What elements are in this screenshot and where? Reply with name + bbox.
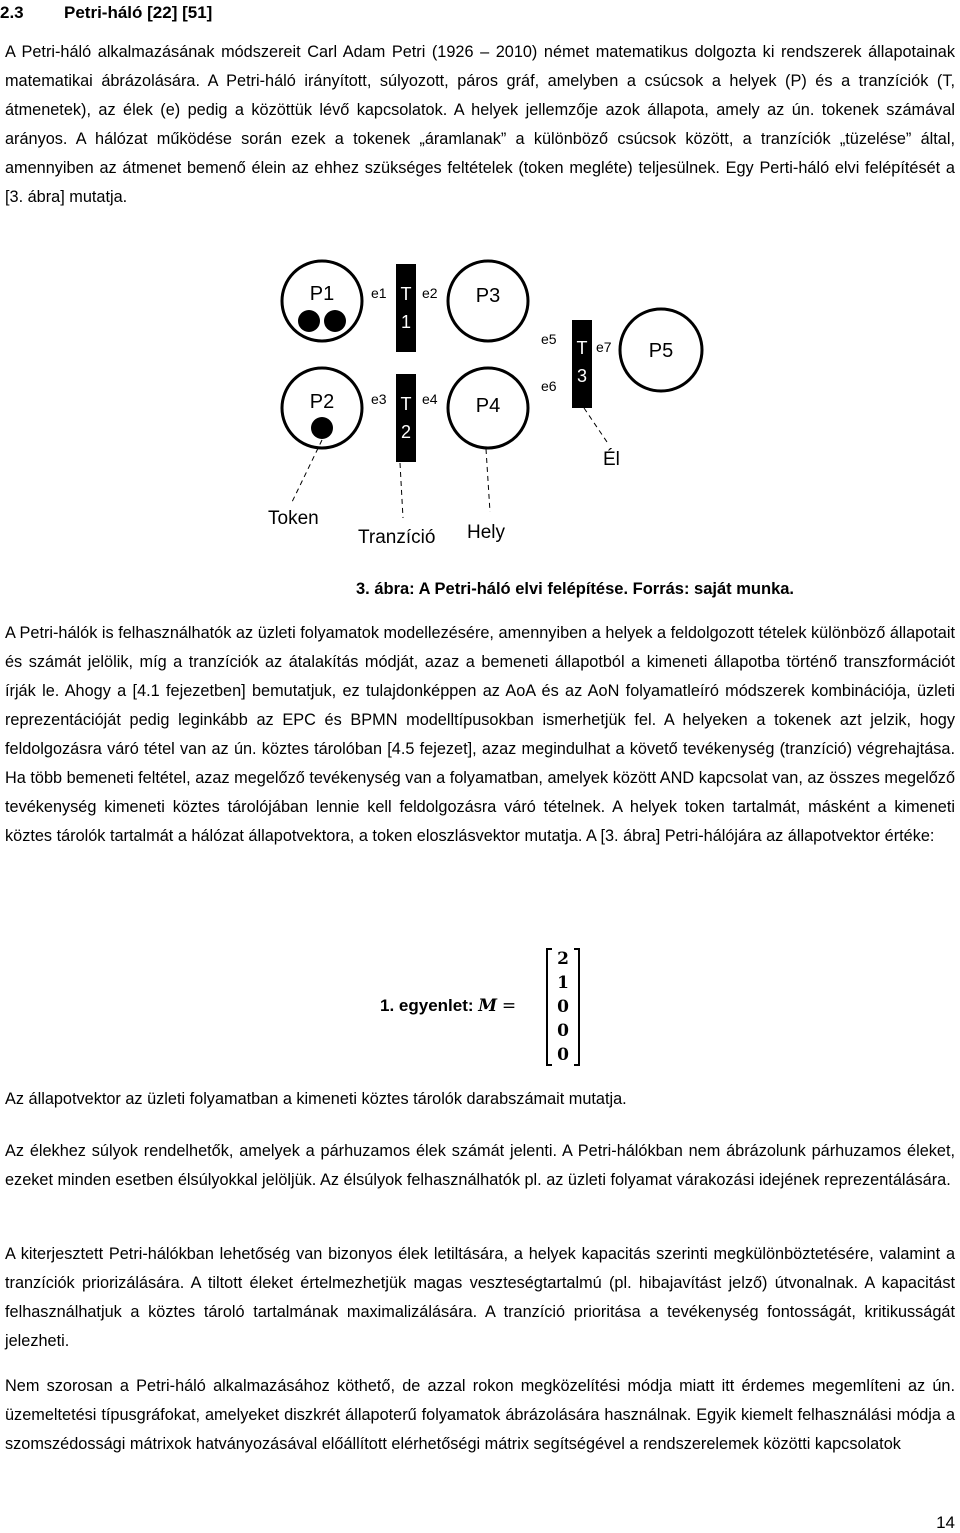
- token-dot: [324, 310, 346, 332]
- edge-label-e4: e4: [422, 391, 438, 407]
- place-p2: [282, 368, 362, 448]
- state-vector: [546, 946, 580, 1068]
- transition-t3-number: 3: [576, 366, 588, 386]
- vector-value: 0: [557, 1045, 569, 1065]
- edge-label-e3: e3: [371, 391, 387, 407]
- section-heading: [0, 2, 960, 24]
- edge-label-e5: e5: [541, 331, 557, 347]
- transition-t1-letter: T: [400, 284, 412, 304]
- vector-value: 2: [557, 949, 569, 969]
- figure-caption: 3. ábra: A Petri-háló elvi felépítése. Forrás: saját munka.: [355, 580, 794, 598]
- edge-label-e2: e2: [422, 285, 438, 301]
- page-number: 14: [936, 1513, 955, 1532]
- edge-label-e7: e7: [596, 339, 612, 355]
- edge-pointer-line: [584, 408, 607, 442]
- paragraph-edge-weights: Az élekhez súlyok rendelhetők, amelyek a párhuzamos élek számát jelenti. A Petri-hálókban nem ábrázolunk párhuzamos éleket, ezeket minden esetben élsúlyokkal jelöljük. Az élsúlyok felhasználhatók pl. az üzleti folyamat várakozási idejének reprezentálására.: [5, 1142, 955, 1189]
- annotation-token: Token: [268, 508, 319, 529]
- token-pointer-line: [292, 440, 322, 502]
- edge-label-e1: e1: [371, 285, 387, 301]
- equation: [380, 946, 600, 1072]
- annotation-transition: Tranzíció: [358, 527, 436, 548]
- section-title: Petri-háló [22] [51]: [64, 3, 213, 22]
- transition-t1: [396, 264, 416, 352]
- annotation-edge: Él: [603, 449, 620, 470]
- place-p3-label: P3: [475, 285, 501, 307]
- token-dot: [311, 417, 333, 439]
- vector-value: 0: [557, 1021, 569, 1041]
- paragraph-intro: A Petri-háló alkalmazásának módszereit Carl Adam Petri (1926 – 2010) német matematikus dolgozta ki rendszerek állapotainak matematikai ábrázolására. A Petri-háló irányított, súlyozott, páros gráf, amelyben a csúcsok a helyek (P) és a tranzíciók (T, átmenetek), az élek (e) pedig a közöttük lévő kapcsolatok. A helyek jellemzője azok állapota, amely az ún. tokenek számával arányos. A hálózat működése során ezek a tokenek „áramlanak” a különböző csúcsok között, a tranzíciók „tüzelése” által, amennyiben az átmenet bemenő élein az ehhez szükséges feltételek (token megléte) teljesülnek. Egy Perti-háló elvi felépítését a [3. ábra] mutatja.: [5, 43, 955, 206]
- paragraph-state-vector: Az állapotvektor az üzleti folyamatban a kimeneti köztes tárolók darabszámait mutatja.: [5, 1090, 627, 1108]
- vector-value: 1: [557, 973, 569, 993]
- equation-label-group: [380, 996, 516, 1016]
- place-p3: [448, 261, 528, 341]
- equation-equals: =: [501, 996, 517, 1016]
- vector-value: 0: [557, 997, 569, 1017]
- transition-t3: [572, 320, 592, 408]
- equation-symbol: M: [478, 996, 498, 1016]
- place-p2-label: P2: [309, 391, 335, 413]
- petri-net-diagram: [0, 250, 960, 580]
- paragraph-extended-nets: A kiterjesztett Petri-hálókban lehetőség van bizonyos élek letiltására, a helyek kapacitás szerinti megkülönböztetésére, valamint a tranzíciók priorizálására. A tiltott éleket értelmezhetjük magas veszteségtartalmú (pl. hibajavítást jelző) útvonalnak. A kapacitást felhasználhatjuk a köztes tároló tartalmának maximalizálására. A tranzíció prioritása a tevékenység fontosságát, kritikusságát jelezheti.: [5, 1245, 955, 1350]
- place-p4-label: P4: [475, 395, 501, 417]
- token-dot: [298, 310, 320, 332]
- transition-t2-letter: T: [400, 394, 412, 414]
- section-number: 2.3: [0, 3, 24, 22]
- place-p5: [620, 309, 702, 391]
- place-pointer-line: [486, 449, 490, 512]
- place-p5-label: P5: [648, 340, 674, 362]
- transition-t3-letter: T: [576, 338, 588, 358]
- paragraph-business-process: A Petri-hálók is felhasználhatók az üzleti folyamatok modellezésére, amennyiben a helyek a feldolgozott tételek különböző állapotait és számát jelölik, míg a tranzíciók az átalakítás módját, azaz a bemeneti állapotból a kimeneti állapotba történő transzformációt írják le. Ahogy a [4.1 fejezetben] bemutatjuk, ez tulajdonképpen az AoA és az AoN folyamatleíró módszerek kombinációja, üzleti reprezentációját pedig leginkább az EPC és BPMN modelltípusokban ismerhetjük fel. A helyeken a tokenek azt jelzik, hogy feldolgozásra váró tétel van az ún. köztes tárolóban [4.5 fejezet], azaz megindulhat a követő tevékenység (tranzíció) végrehajtása. Ha több bemeneti feltétel, azaz megelőző tevékenység van a folyamatban, amelyek között AND kapcsolat van, az összes megelőző tevékenység kimeneti köztes tárolójában lennie kell feldolgozásra váró tételnek. A helyek token tartalmát, másként a kimeneti köztes tárolók tartalmát a hálózat állapotvektora, a token eloszlásvektor mutatja. A [3. ábra] Petri-hálójára az állapotvektor értéke:: [5, 624, 955, 845]
- place-p1: [282, 261, 362, 341]
- equation-label: 1. egyenlet:: [380, 996, 474, 1015]
- edge-label-e6: e6: [541, 378, 557, 394]
- transition-t2-number: 2: [400, 422, 412, 442]
- transition-pointer-line: [400, 463, 403, 518]
- transition-t1-number: 1: [400, 312, 412, 332]
- place-p1-label: P1: [309, 283, 335, 305]
- place-p4: [448, 368, 528, 448]
- annotation-place: Hely: [467, 522, 506, 543]
- transition-t2: [396, 374, 416, 462]
- paragraph-type-graphs: Nem szorosan a Petri-háló alkalmazásához köthető, de azzal rokon megközelítési módja miatt itt érdemes megemlíteni az ún. üzemeltetési típusgráfokat, amelyeket diszkrét állapoterű folyamatok ábrázolására használnak. Egyik kiemelt felhasználási módja a szomszédossági mátrixok hatványozásával előállított elérhetőségi mátrix segítségével a rendszerelemek közötti kapcsolatok: [5, 1377, 955, 1453]
